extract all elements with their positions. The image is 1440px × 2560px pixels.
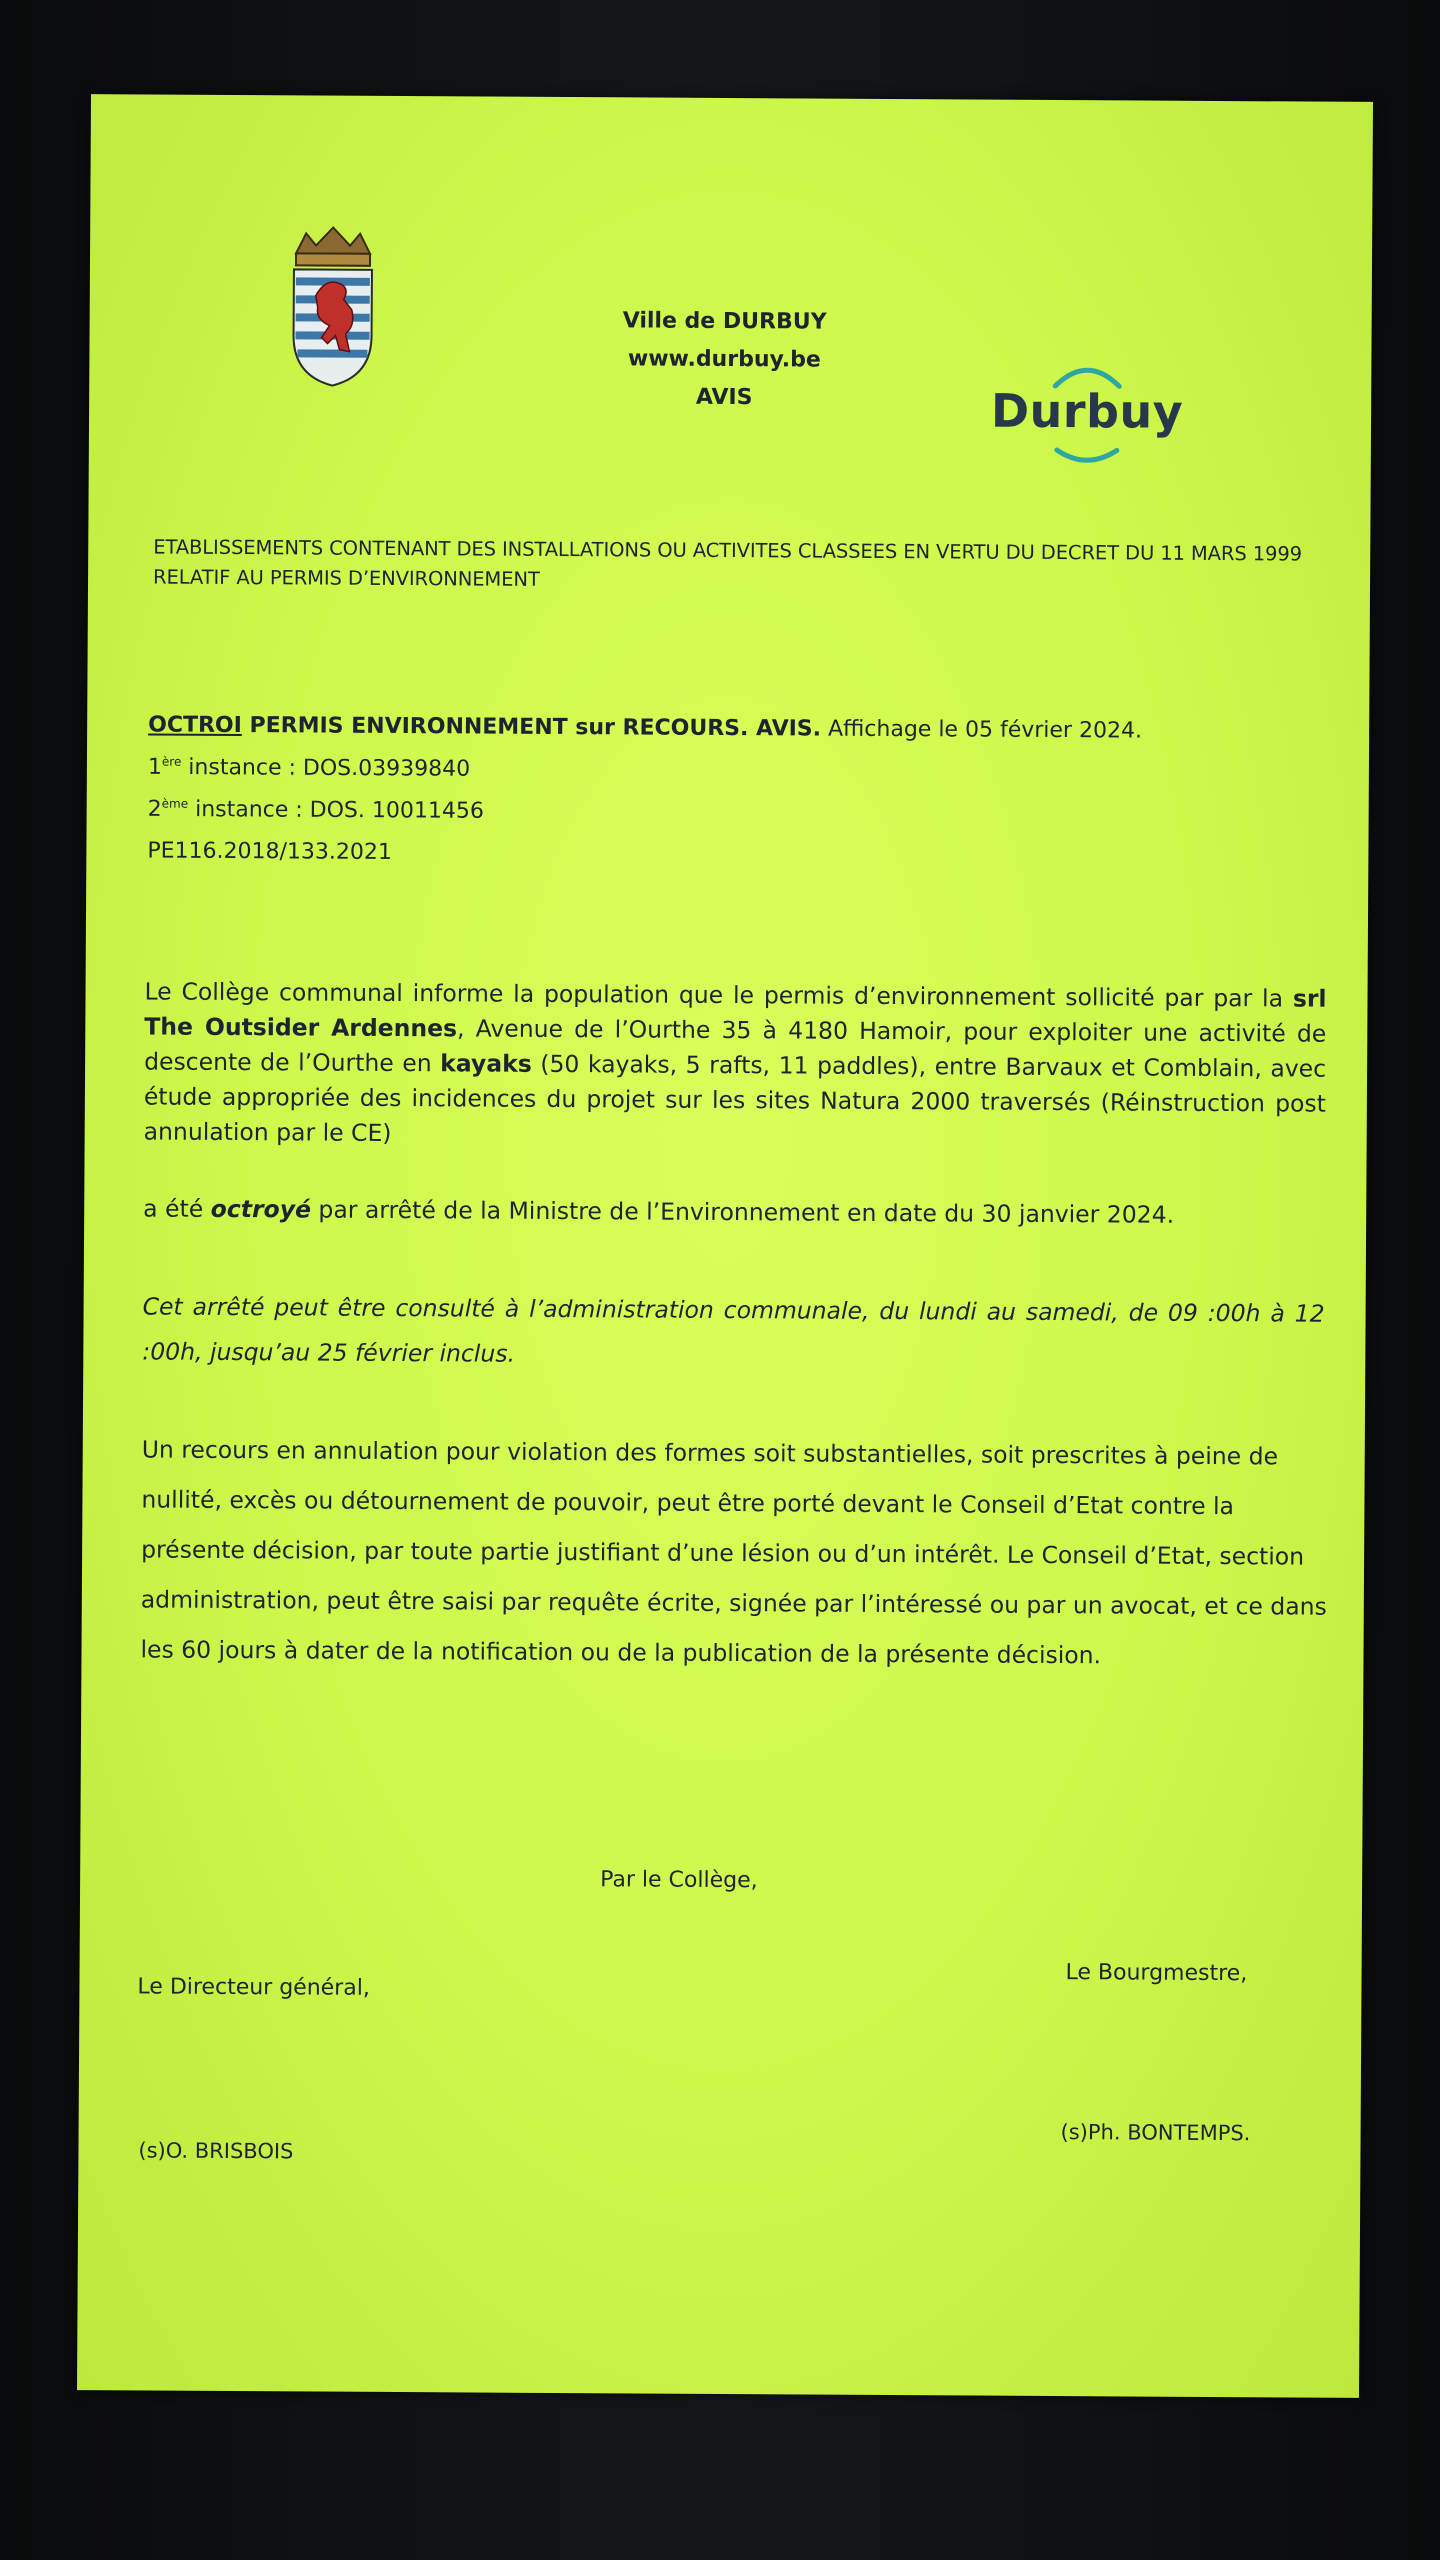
header-block [559,302,890,418]
kayaks-word: kayaks [440,1049,532,1078]
bourgmestre-signature: (s)Ph. BONTEMPS. [1060,2120,1251,2146]
body-paragraph: Le Collège communal informe la population que le permis d’environnement sollicité par par la srl The Outsider Ardennes, Avenue de l’Ourthe 35 à 4180 Hamoir, pour exploiter une activité de descente de l’Ourthe en kayaks (50 kayaks, 5 rafts, 11 paddles), entre Barvaux et Comblain, avec étude appropriée des incidences du projet sur les sites Natura 2000 traversés (Réinstruction post annulation par le CE) [143,977,1327,1147]
octroye-word: octroyé [210,1194,312,1224]
logo-text: Durbuy [990,383,1184,439]
directeur-title: Le Directeur général, [137,1974,370,2001]
octroi-title-line [148,712,1328,744]
notice-paper [77,94,1373,2398]
company-name: srl The Outsider Ardennes [144,984,1327,1043]
octroi-word: OCTROI [148,712,242,739]
consultation-paragraph: Cet arrêté peut être consulté à l’administration communale, du lundi au samedi, de 09 :00h à 12 :00h, jusqu’au 25 février inclus. [142,1292,1325,1368]
granted-line: a été octroyé par arrêté de la Ministre de l’Environnement en date du 30 janvier 2024. [143,1194,1175,1229]
pe-ref: PE116.2018/133.2021 [147,838,393,865]
posting-date: Affichage le 05 février 2024. [820,716,1143,744]
first-instance-ref: 1ère instance : DOS.03939840 [147,754,471,782]
second-instance-ref: 2ème instance : DOS. 10011456 [147,796,484,824]
notice-label: AVIS [695,384,753,411]
durbuy-logo [987,358,1188,469]
website-link[interactable]: www.durbuy.be [627,346,821,373]
par-le-college: Par le Collège, [600,1867,758,1894]
city-name: Ville de DURBUY [622,308,827,335]
bourgmestre-title: Le Bourgmestre, [1065,1960,1248,1987]
durbuy-coat-of-arms-icon [285,225,380,388]
octroi-title: PERMIS ENVIRONNEMENT sur RECOURS. AVIS. [241,713,822,742]
heading-establishments: ETABLISSEMENTS CONTENANT DES INSTALLATIONS OU ACTIVITES CLASSEES EN VERTU DU DECRET DU 11 MARS 1999 RELATIF AU PERMIS D’ENVIRONNEMENT [153,535,1303,591]
appeal-paragraph: Un recours en annulation pour violation des formes soit substantielles, soit prescrites à peine de nullité, excès ou détournement de pouvoir, peut être porté devant le Conseil d’Etat contre la présente décision, par toute partie justifiant d’une lésion ou d’un intérêt. Le Conseil d’Etat, section administration, peut être saisi par requête écrite, signée par l’intéressé ou par un avocat, et ce dans les 60 jours à dater de la notification ou de la publication de la présente décision. [140,1435,1327,1670]
directeur-signature: (s)O. BRISBOIS [138,2138,294,2164]
